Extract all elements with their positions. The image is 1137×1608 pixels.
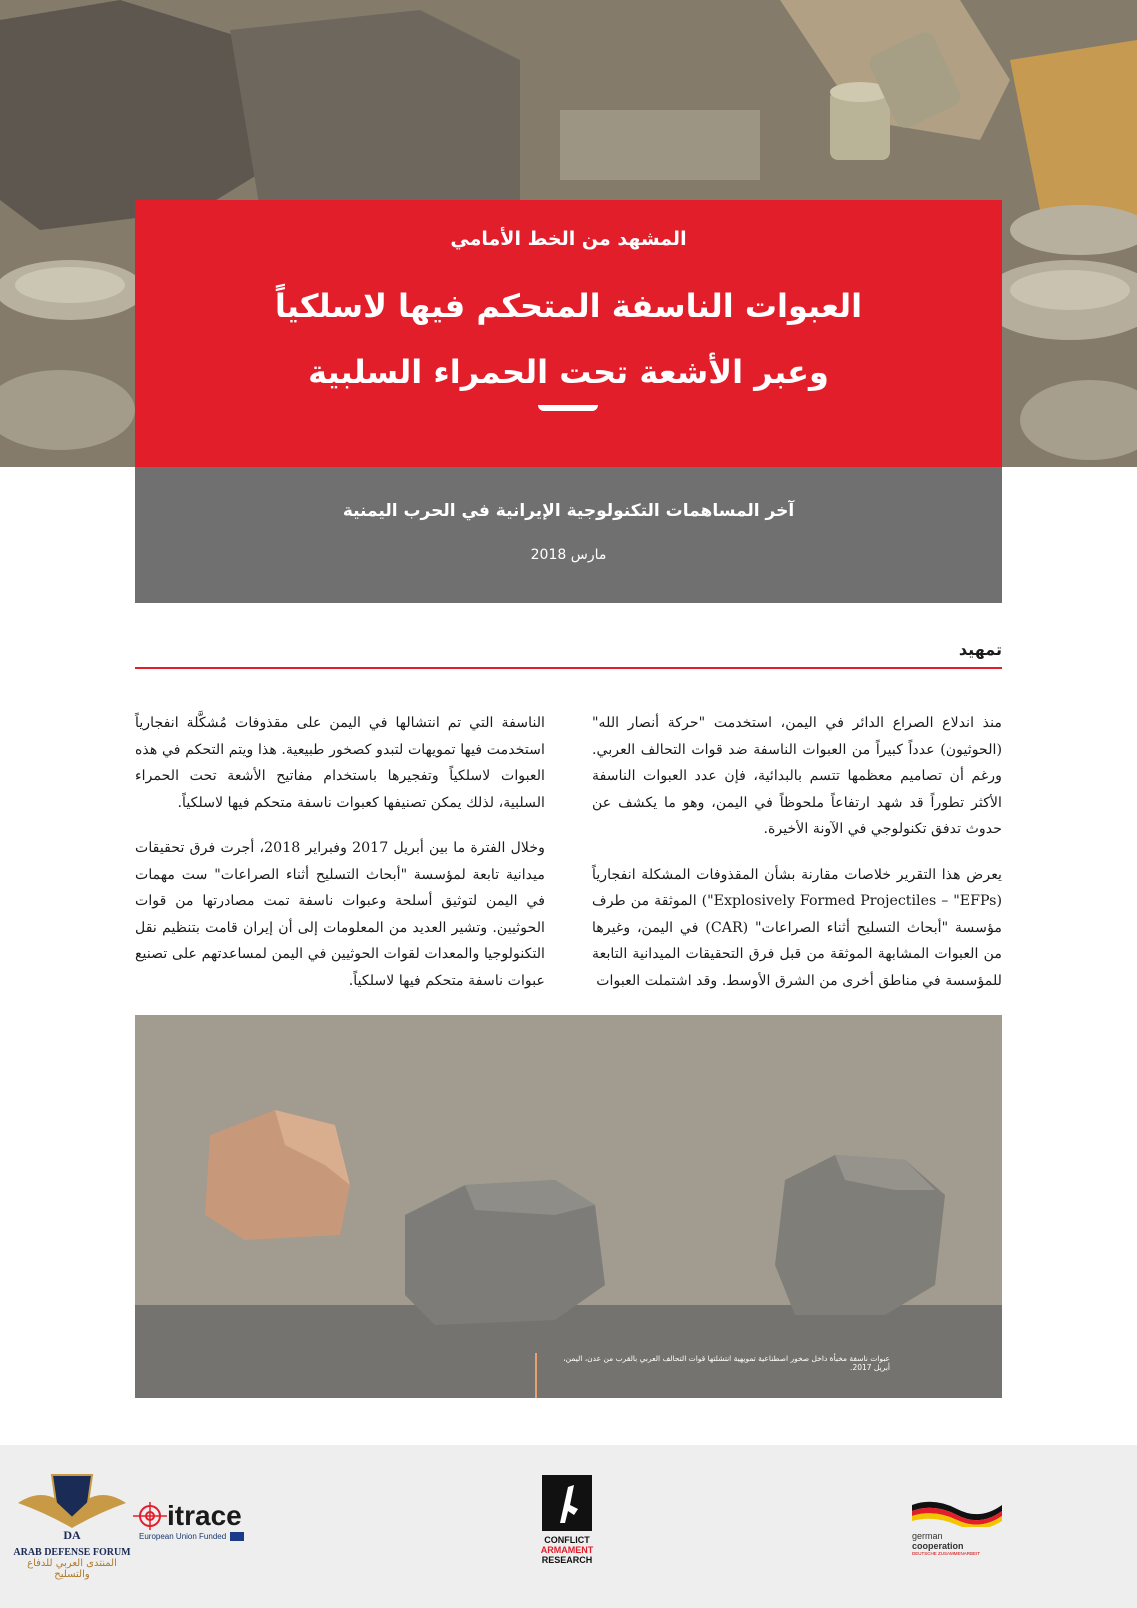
rocks-photo [135, 1015, 1002, 1398]
german-flag-wave-icon [912, 1497, 1002, 1527]
crosshair-icon [133, 1502, 167, 1530]
adf-label-en: ARAB DEFENSE FORUM [13, 1547, 131, 1558]
footer [0, 1445, 1137, 1608]
body-column-left [135, 710, 545, 1013]
gc-line-1: german [912, 1531, 943, 1541]
headline-line-2: وعبر الأشعة تحت الحمراء السلبية [308, 353, 829, 391]
rocks-photo-art [135, 1015, 1002, 1398]
publication-date: مارس 2018 [530, 547, 607, 563]
adf-emblem-icon [8, 1473, 136, 1543]
headline-line-1: العبوات الناسفة المتحكم فيها لاسلكياً [274, 287, 863, 325]
subtitle-panel [135, 467, 1002, 603]
section-title: تمهيد [958, 640, 1002, 659]
gc-subline: DEUTSCHE ZUSAMMENARBEIT [912, 1551, 981, 1556]
itrace-wordmark: itrace [167, 1500, 242, 1531]
car-emblem-icon [540, 1475, 594, 1531]
eu-flag-icon [230, 1532, 244, 1541]
caption-rule [535, 1353, 537, 1398]
adf-mark: DA [63, 1528, 81, 1542]
photo-caption: عبوات ناسفة مخبأة داخل صخور اصطناعية تمويهية انتشلتها قوات التحالف العربي بالقرب من عدن، اليمن، أبريل 2017. [563, 1354, 890, 1372]
kicker: المشهد من الخط الأمامي [450, 228, 687, 250]
paragraph: وخلال الفترة ما بين أبريل 2017 وفبراير 2018، أجرت فرق تحقيقات ميدانية تابعة لمؤسسة "أبحاث التسليح أثناء الصراعات" ست مهمات في اليمن لتوثيق أسلحة وعبوات ناسفة تمت مصادرتها من قوات الحوثيين. وتشير العديد من المعلومات إلى أن إيران قامت بتنظيم نقل التكنولوجيا والمعدات لقوات الحوثيين في اليمن لمساعدتهم على تصنيع عبوات ناسفة متحكم فيها لاسلكياً. [135, 840, 546, 989]
adf-label-ar: المنتدى العربي للدفاع والتسليح [27, 1558, 117, 1580]
itrace-subline: European Union Funded [139, 1532, 227, 1541]
gc-line-2: cooperation [912, 1541, 964, 1551]
section-rule [135, 667, 1002, 669]
headline [165, 273, 972, 405]
paragraph: يعرض هذا التقرير خلاصات مقارنة بشأن المقذوفات المشكلة انفجارياً (Explosively Formed Projectiles – "EFPs") الموثقة من طرف مؤسسة "أبحاث التسليح أثناء الصراعات" (CAR) في اليمن، وغيرها من العبوات المشابهة الموثقة من قبل فرق التحقيقات الميدانية التابعة للمؤسسة في مناطق أخرى من الشرق الأوسط. وقد اشتملت العبوات [592, 866, 1002, 989]
itrace-logo [133, 1500, 263, 1541]
car-line-1: CONFLICT [544, 1535, 590, 1545]
arab-defense-forum-logo [8, 1473, 136, 1580]
body-column-right [592, 710, 1002, 1013]
title-panel [135, 200, 1002, 467]
paragraph: منذ اندلاع الصراع الدائر في اليمن، استخدمت "حركة أنصار الله" (الحوثيون) عدداً كبيراً من العبوات الناسفة ضد قوات التحالف العربي. ورغم أن تصاميم معظمها تتسم بالبدائية، فإن عدد العبوات الناسفة الأكثر تطوراً قد شهد ارتفاعاً ملحوظاً في اليمن، وهو ما يكشف عن حدوث تدفق تكنولوجي في الآونة الأخيرة. [592, 715, 1002, 837]
car-logo [540, 1475, 594, 1565]
subtitle: آخر المساهمات التكنولوجية الإيرانية في الحرب اليمنية [342, 501, 795, 521]
title-divider [538, 405, 598, 411]
paragraph: الناسفة التي تم انتشالها في اليمن على مقذوفات مُشكَّلة انفجارياً استخدمت فيها تمويهات لتبدو كصخور طبيعية. هذا ويتم التحكم في هذه العبوات لاسلكياً وتفجيرها باستخدام مفاتيح الأشعة تحت الحمراء السلبية، لذلك يمكن تصنيفها كعبوات ناسفة متحكم فيها لاسلكياً. [135, 715, 545, 811]
car-line-2: ARMAMENT [540, 1545, 594, 1555]
car-line-3: RESEARCH [541, 1555, 593, 1565]
german-cooperation-logo [912, 1497, 1002, 1556]
car-label [540, 1535, 594, 1565]
